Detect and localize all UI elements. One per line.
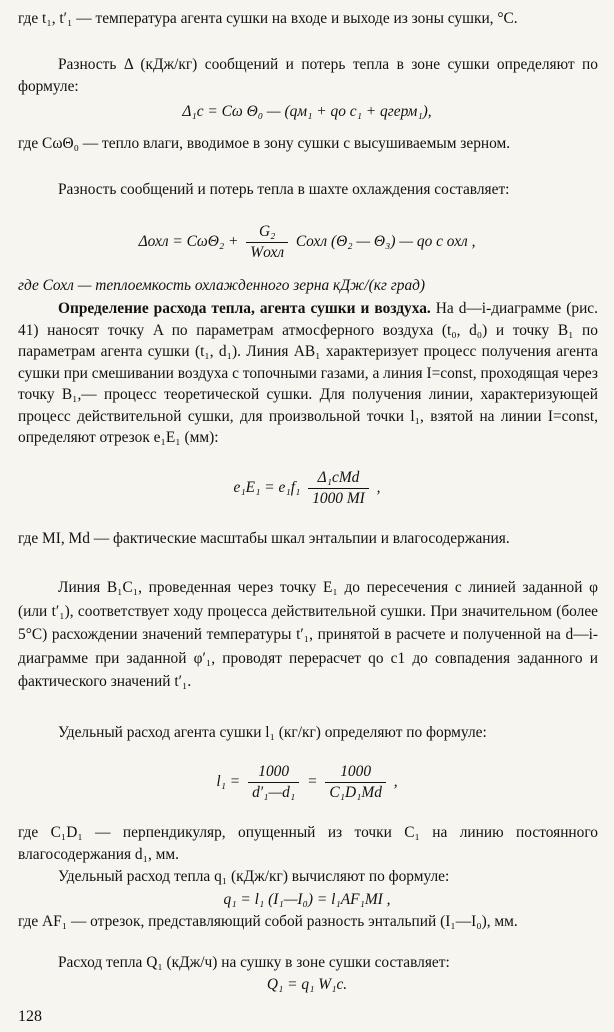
- paragraph-af1: где AF₁ — отрезок, представляющий собой разность энтальпий (I₁—I₀), мм.: [18, 913, 518, 930]
- paragraph-line-b1c1: Линия B₁C₁, проведенная через точку E₁ до пересечения с линией заданной φ (или t′₁), соответствует ходу процесса действительной сушки. При значительном (более 5°С) расхождении значений температуры t′₁, принятой в расчете и полученной на d—i-диаграмме при заданной φ′₁, проводят перерасчет qо с1 до совпадения заданного и фактического значений t′₁.: [18, 579, 598, 690]
- paragraph-heat-difference: Разность Δ (кДж/кг) сообщений и потерь тепла в зоне сушки определяют по формуле:: [18, 56, 598, 95]
- formula-l1: l₁ = $\frac{1000}{\text{d′₁—d₁}}$ = $\frac{1000}{\text{C₁D₁Md}}$ ,: [216, 763, 398, 801]
- paragraph-scales: где MI, Md — фактические масштабы шкал энтальпии и влагосодержания.: [18, 530, 510, 547]
- fraction-1000-c1d1: $\frac{1000}{\text{C₁D₁Md}}$: [325, 762, 386, 803]
- paragraph-specific-agent: Удельный расход агента сушки l₁ (кг/кг) определяют по формуле:: [58, 724, 487, 741]
- formula-drying-zone-delta: Δ₁c = Cω Θ₀ — (qм₁ + qо с₁ + qгерм₁),: [182, 103, 432, 120]
- section-heading: Определение расхода тепла, агента сушки и воздуха.: [58, 300, 431, 317]
- paragraph-heat-capacity: где Cохл — теплоемкость охлажденного зерна кДж/(кг град): [18, 277, 426, 294]
- paragraph-heat-consumption: Расход тепла Q₁ (кДж/ч) на сушку в зоне сушки составляет:: [58, 954, 450, 971]
- paragraph-method: Определение расхода тепла, агента сушки и воздуха. На d—i-диаграмме (рис. 41) наносят точку A по параметрам атмосферного воздуха (t₀, d₀) и точку B₁ по параметрам агента сушки (t₁, d₁). Линия AB₁ характеризует процесс получения агента сушки при смешивании воздуха с топочными газами, а линия I=const, проходящая через точку B₁,— процесс теоретической сушки. Для получения линии, характеризующей процесс действительной сушки, для произвольной точки l₁, взятой на линии I=const, определяют отрезок e₁E₁ (мм):: [18, 300, 598, 446]
- formula-q1: q₁ = l₁ (I₁—I₀) = l₁AF₁MI ,: [223, 891, 391, 908]
- paragraph-specific-heat: Удельный расход тепла q₁ (кДж/кг) вычисляют по формуле:: [58, 868, 450, 885]
- formula-cooling-delta: Δохл = CωΘ₂ + $\frac{\text{G₂}}{\text{Wохл}}$ Cохл (Θ₂ — Θ₃) — qо с охл ,: [138, 223, 476, 261]
- paragraph-cooling-shaft: Разность сообщений и потерь тепла в шахте охлаждения составляет:: [58, 181, 510, 198]
- fraction-g2-w: $\frac{\text{G₂}}{\text{Wохл}}$: [246, 222, 288, 263]
- fraction-delta-md: $\frac{\text{Δ₁cMd}}{1000 MI}$: [308, 468, 369, 509]
- page-number: 128: [18, 1008, 42, 1025]
- paragraph-moisture-heat: где CωΘ₀ — тепло влаги, вводимое в зону сушки с высушиваемым зерном.: [18, 135, 511, 152]
- fraction-1000-d: $\frac{1000}{\text{d′₁—d₁}}$: [248, 762, 299, 803]
- formula-Q1: Q₁ = q₁ W₁c.: [266, 976, 348, 993]
- formula-segment-e1E1: e₁E₁ = e₁f₁ $\frac{\text{Δ₁cMd}}{1000 MI}$ ,: [233, 469, 381, 507]
- paragraph-temperature-definition: где t₁, t′₁ — температура агента сушки на входе и выходе из зоны сушки, °С.: [18, 10, 518, 27]
- paragraph-perpendicular: где C₁D₁ — перпендикуляр, опущенный из точки C₁ на линию постоянного влагосодержания d₁, мм.: [18, 824, 598, 863]
